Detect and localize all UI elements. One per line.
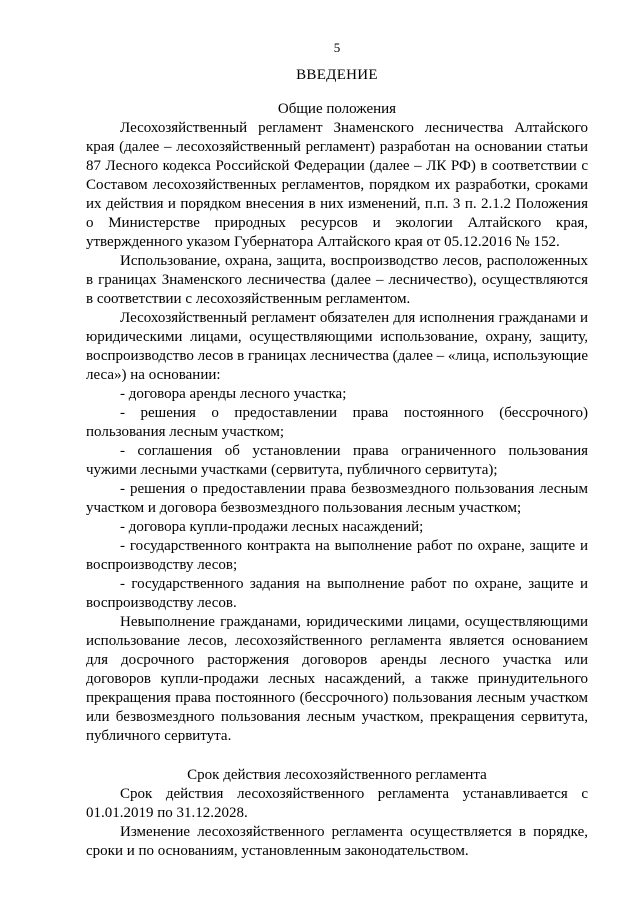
list-item: - решения о предоставлении права безвозмездного пользования лесным участком и договора безвозмездного пользования лесным участком; [86, 481, 588, 516]
list-item: - соглашения об установлении права ограниченного пользования чужими лесными участками (сервитута, публичного сервитута); [86, 443, 588, 478]
section-general-provisions [86, 100, 588, 746]
section-validity-period [86, 766, 588, 861]
list-item: - договора купли-продажи лесных насаждений; [120, 519, 424, 535]
list-item: - решения о предоставлении права постоянного (бессрочного) пользования лесным участком; [86, 405, 588, 440]
paragraph-non-compliance: Невыполнение гражданами, юридическими лицами, осуществляющими использование лесов, лесохозяйственного регламента является основанием для досрочного расторжения договоров аренды лесного участка или договоров купли-продажи лесных насаждений, а также принудительного прекращения права постоянного (бессрочного) пользования лесным участком или безвозмездного пользования лесным участком, прекращения сервитута, публичного сервитута. [86, 614, 588, 744]
section-heading-general-provisions: Общие положения [277, 101, 397, 117]
page-number: 5 [333, 40, 341, 55]
paragraph-amendment: Изменение лесохозяйственного регламента осуществляется в порядке, сроки и по основаниям, установленным законодательством. [86, 824, 588, 859]
list-item: - государственного контракта на выполнение работ по охране, защите и воспроизводству лесов; [86, 538, 588, 573]
paragraph-obligation: Лесохозяйственный регламент обязателен для исполнения гражданами и юридическими лицами, осуществляющими использование, охрану, защиту, воспроизводство лесов в границах лесничества (далее – «лица, использующие леса») на основании: [86, 310, 588, 383]
list-item: - договора аренды лесного участка; [120, 386, 347, 402]
paragraph-regulation-basis: Лесохозяйственный регламент Знаменского лесничества Алтайского края (далее – лесохозяйственный регламент) разработан на основании статьи 87 Лесного кодекса Российской Федерации (далее – ЛК РФ) в соответствии с Составом лесохозяйственных регламентов, порядком их разработки, сроками их действия и порядком внесения в них изменений, п.п. 3 п. 2.1.2 Положения о Министерстве природных ресурсов и экологии Алтайского края, утвержденного указом Губернатора Алтайского края от 05.12.2016 № 152. [86, 120, 588, 250]
paragraph-validity-dates: Срок действия лесохозяйственного регламента устанавливается с 01.01.2019 по 31.12.2028. [86, 786, 588, 821]
document-title: ВВЕДЕНИЕ [296, 67, 378, 83]
section-heading-validity-period: Срок действия лесохозяйственного регламента [187, 767, 487, 783]
list-item: - государственного задания на выполнение работ по охране, защите и воспроизводству лесов. [86, 576, 588, 611]
paragraph-forest-use: Использование, охрана, защита, воспроизводство лесов, расположенных в границах Знаменского лесничества (далее – лесничество), осуществляются в соответствии с лесохозяйственным регламентом. [86, 253, 588, 307]
